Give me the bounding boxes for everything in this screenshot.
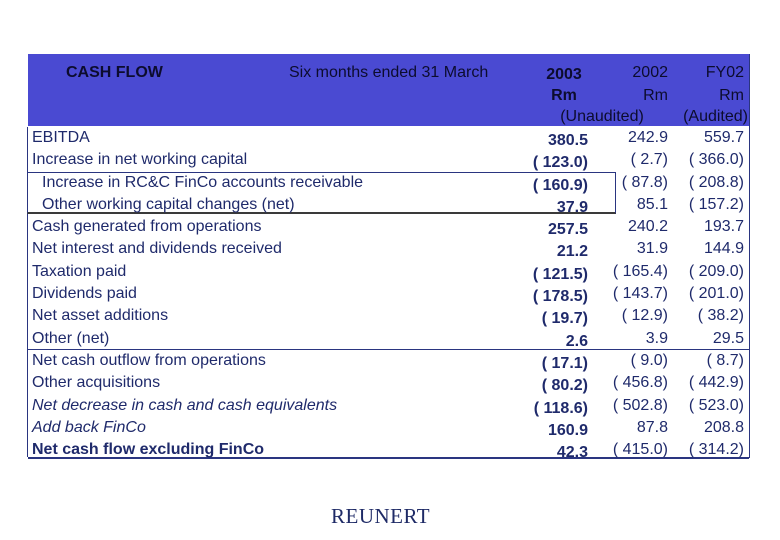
value-2003: 380.5 [547,132,588,149]
value-2002: ( 502.8) [612,396,668,414]
column-fy02-unit: Rm [719,87,744,104]
value-fy02: ( 523.0) [688,396,744,414]
value-2002: ( 12.9) [621,307,668,325]
value-2003: ( 118.6) [533,399,588,417]
table-body [0,127,780,461]
value-2003: ( 178.5) [532,288,588,306]
value-2002: ( 143.7) [612,285,668,303]
value-2002: 31.9 [636,240,668,258]
row-label: Increase in net working capital [32,151,248,169]
value-2003: ( 123.0) [532,154,588,172]
value-fy02: ( 208.8) [688,173,744,191]
value-2002: 240.2 [627,218,668,236]
row-label: Other working capital changes (net) [42,195,295,213]
value-2003: ( 80.2) [541,377,588,395]
row-label: EBITDA [32,129,90,146]
row-label: Increase in RC&C FinCo accounts receivable [42,173,364,191]
table-row [0,194,780,216]
row-label: Add back FinCo [32,418,146,436]
value-fy02: ( 442.9) [688,374,744,392]
value-2002: ( 87.8) [621,173,668,191]
table-title: CASH FLOW [66,64,163,81]
value-fy02: ( 314.2) [688,441,744,459]
column-fy02-year: FY02 [705,64,744,81]
table-row [0,127,780,149]
value-fy02: 144.9 [703,240,744,258]
table-row [0,439,780,461]
value-2003: 160.9 [547,421,588,439]
value-fy02: ( 8.7) [706,351,744,369]
column-2002-unit: Rm [643,87,668,104]
value-2003: 257.5 [547,221,588,239]
table-row [0,261,780,283]
table-row [0,238,780,260]
row-label: Taxation paid [32,262,127,280]
value-fy02: ( 209.0) [688,262,744,280]
column-2002-year: 2002 [632,64,668,81]
row-label: Net cash flow excluding FinCo [32,441,265,459]
reunert-logo: REUNERT [331,504,431,528]
row-label: Net decrease in cash and cash equivalents [32,396,338,414]
value-2002: ( 9.0) [630,351,668,369]
value-fy02: 208.8 [703,418,744,436]
period-caption: Six months ended 31 March [289,64,489,81]
value-2002: ( 415.0) [612,441,668,459]
value-2003: ( 121.5) [532,265,588,283]
audited-label: (Audited) [683,108,748,125]
value-fy02: 559.7 [703,129,744,146]
table-row [0,283,780,305]
column-2003-unit: Rm [551,87,577,104]
table-row [0,395,780,417]
value-2002: ( 456.8) [612,374,668,392]
row-label: Cash generated from operations [32,218,262,236]
value-fy02: 193.7 [703,218,744,236]
value-2003: ( 17.1) [541,354,588,372]
value-fy02: ( 157.2) [688,195,744,213]
value-2003: 37.9 [556,198,588,216]
row-label: Net interest and dividends received [32,240,282,258]
value-2003: ( 160.9) [532,176,588,194]
column-2003-year: 2003 [546,66,582,83]
table-row [0,305,780,327]
value-fy02: 29.5 [712,329,744,347]
table-row [0,372,780,394]
table-row [0,328,780,350]
table-row [0,350,780,372]
table-row [0,172,780,194]
value-fy02: ( 366.0) [688,151,744,169]
table-row [0,216,780,238]
row-label: Dividends paid [32,285,137,303]
row-label: Other acquisitions [32,374,161,392]
value-fy02: ( 38.2) [697,307,744,325]
value-2003: 21.2 [556,243,588,261]
value-2003: 42.3 [556,444,588,462]
value-2002: 3.9 [645,329,668,347]
value-2002: ( 2.7) [630,151,668,169]
row-label: Other (net) [32,329,110,347]
value-2002: 85.1 [636,195,668,213]
value-2003: 2.6 [565,332,588,350]
table-row [0,417,780,439]
row-label: Net asset additions [32,307,169,325]
table-row [0,149,780,171]
value-2002: 87.8 [636,418,668,436]
value-2002: ( 165.4) [612,262,668,280]
unaudited-label: (Unaudited) [560,108,644,125]
row-label: Net cash outflow from operations [32,351,266,369]
value-fy02: ( 201.0) [688,285,744,303]
value-2002: 242.9 [627,129,668,146]
value-2003: ( 19.7) [541,310,588,328]
